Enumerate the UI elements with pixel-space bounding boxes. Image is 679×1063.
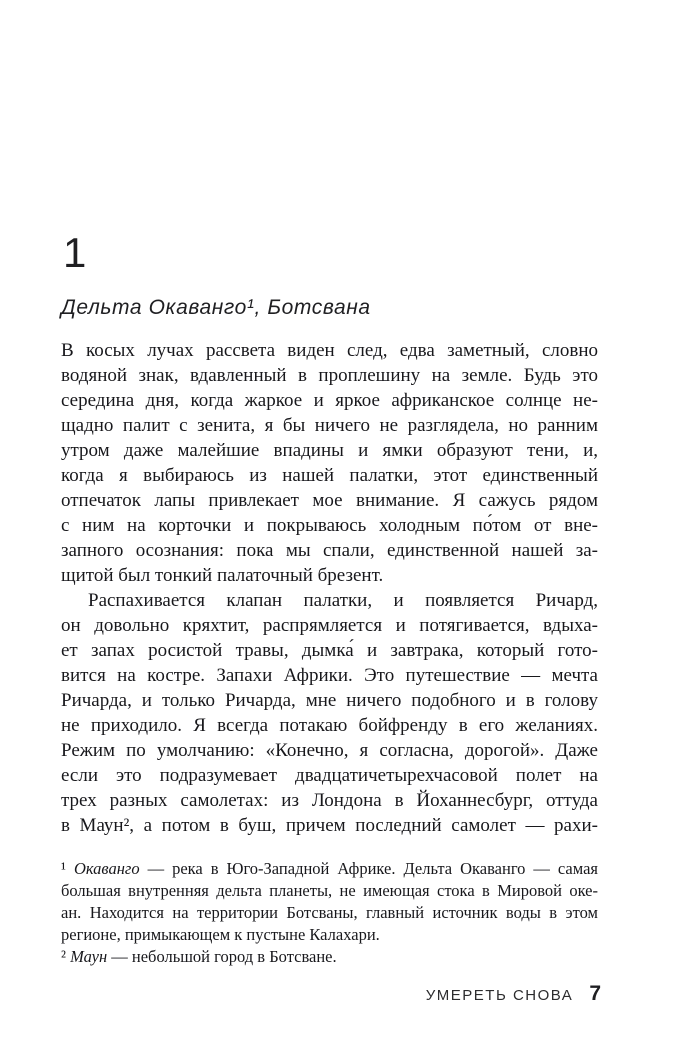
text-line: запного осознания: пока мы спали, единственной нашей за- [61, 540, 598, 561]
footnote-text: — река в Юго-Западной Африке. Дельта Окаванго — самая [139, 859, 598, 878]
footnote-1-line: регионе, примыкающем к пустыне Калахари. [61, 925, 380, 944]
text-line: щитой был тонкий палаточный брезент. [61, 565, 384, 586]
body-text [61, 338, 598, 838]
text-line: Режим по умолчанию: «Конечно, я согласна, дорогой». Даже [61, 740, 598, 761]
footnote-1 [61, 858, 598, 880]
text-line: с ним на корточки и покрываюсь холодным по́том от вне- [61, 515, 598, 536]
text-line: вится на костре. Запахи Африки. Это путешествие — мечта [61, 665, 598, 686]
text-line: В косых лучах рассвета виден след, едва заметный, словно [61, 340, 598, 361]
footnote-term: Окаванго [73, 859, 140, 878]
paragraph-1 [61, 338, 598, 588]
footnote-marker: ² [61, 947, 66, 966]
footnote-2 [61, 946, 598, 968]
text-line: ет запах росистой травы, дымка́ и завтрака, который гото- [61, 640, 598, 661]
text-line: если это подразумевает двадцатичетырехчасовой полет на [61, 765, 598, 786]
footnote-1-line: большая внутренняя дельта планеты, не имеющая стока в Мировой оке- [61, 881, 598, 900]
text-line: середина дня, когда жаркое и яркое африканское солнце не- [61, 390, 598, 411]
text-line: когда я выбираюсь из нашей палатки, этот единственный [61, 465, 598, 486]
footnote-1-line: ан. Находится на территории Ботсваны, главный источник воды в этом [61, 903, 598, 922]
text-line: утром даже малейшие впадины и ямки образуют тени, и, [61, 440, 598, 461]
chapter-number: 1 [63, 229, 87, 276]
chapter-location-heading: Дельта Окаванго¹, Ботсвана [61, 296, 371, 319]
text-line: он довольно кряхтит, распрямляется и потягивается, вдыха- [61, 615, 598, 636]
footnote-text: — небольшой город в Ботсване. [107, 947, 337, 966]
page-number: 7 [589, 982, 601, 1005]
text-line: в Маун², а потом в буш, причем последний самолет — рахи- [61, 815, 598, 836]
footnotes-block [61, 858, 598, 968]
text-line: водяной знак, вдавленный в проплешину на земле. Будь это [61, 365, 598, 386]
text-line: трех разных самолетах: из Лондона в Йоханнесбург, оттуда [61, 790, 598, 811]
footnote-term: Маун [70, 947, 108, 966]
text-line: Ричарда, и только Ричарда, мне ничего подобного и в голову [61, 690, 598, 711]
text-line: отпечаток лапы привлекает мое внимание. Я сажусь рядом [61, 490, 598, 511]
footnote-marker: ¹ [61, 859, 66, 878]
text-line: Распахивается клапан палатки, и появляется Ричард, [88, 590, 598, 611]
page-footer [426, 982, 601, 1006]
running-title: УМЕРЕТЬ СНОВА [425, 987, 574, 1004]
text-line: не приходило. Я всегда потакаю бойфренду в его желаниях. [61, 715, 598, 736]
paragraph-2 [61, 588, 598, 838]
text-line: щадно палит с зенита, я бы ничего не разглядела, но ранним [61, 415, 598, 436]
